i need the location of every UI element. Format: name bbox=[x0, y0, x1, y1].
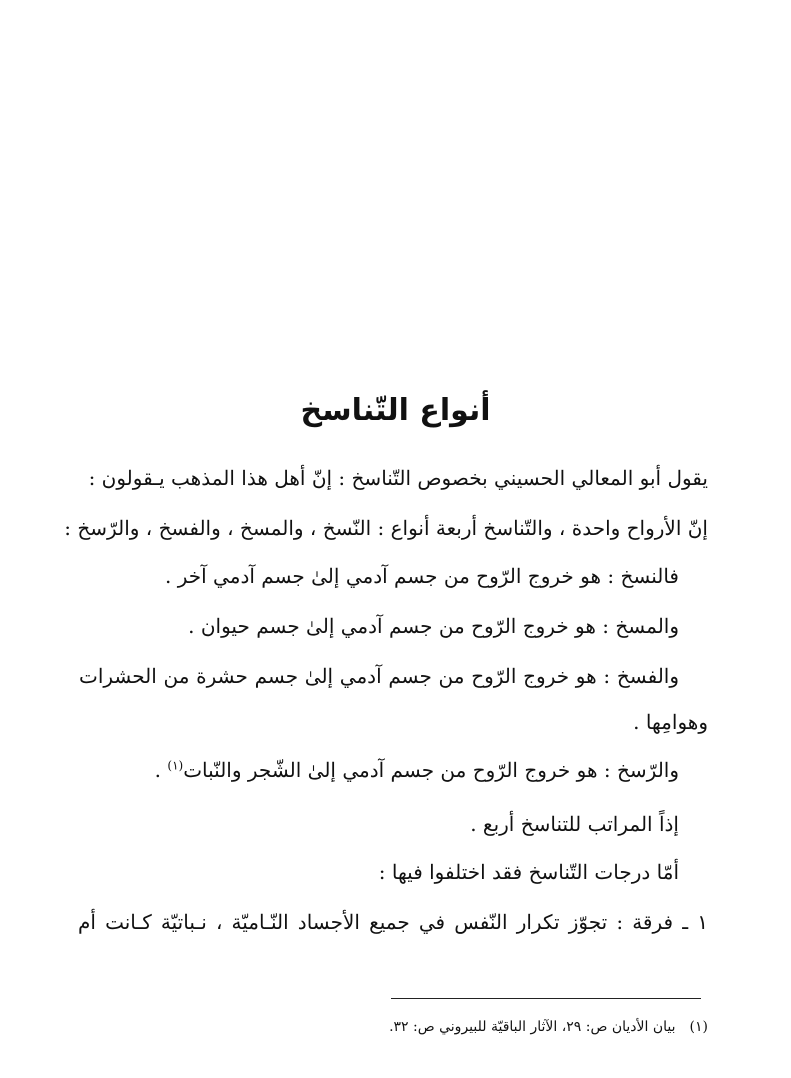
footnote-text: بيان الأديان ص: ٢٩، الآثار الباقيّة للبيروني ص: ٣٢. bbox=[389, 1019, 676, 1035]
line-7-text: والرّسخ : هو خروج الرّوح من جسم آدمي إلىٰ الشّجر والنّبات bbox=[183, 758, 679, 782]
paragraph-line-4: والمسخ : هو خروج الرّوح من جسم آدمي إلىٰ جسم حيوان . bbox=[188, 614, 679, 638]
footnote-number: (١) bbox=[689, 1019, 708, 1035]
footnote-reference: (١) bbox=[167, 758, 184, 773]
paragraph-line-3: فالنسخ : هو خروج الرّوح من جسم آدمي إلىٰ جسم آدمي آخر . bbox=[165, 564, 679, 588]
paragraph-line-5: والفسخ : هو خروج الرّوح من جسم آدمي إلىٰ جسم حشرة من الحشرات bbox=[79, 664, 679, 688]
page-title: أنواع التّناسخ bbox=[300, 393, 491, 428]
paragraph-line-7 bbox=[79, 750, 679, 790]
paragraph-line-9: أمّا درجات التّناسخ فقد اختلفوا فيها : bbox=[378, 860, 679, 884]
footnote bbox=[78, 1014, 708, 1040]
line-7-period: . bbox=[154, 758, 162, 782]
footnote-divider bbox=[391, 998, 701, 999]
paragraph-line-10: ١ ـ فرقة : تجوّز تكرار النّفس في جميع الأجساد النّـاميّة ، نـباتيّة كـانت أم bbox=[78, 910, 708, 934]
paragraph-line-2: إنّ الأرواح واحدة ، والتّناسخ أربعة أنواع : النّسخ ، والمسخ ، والفسخ ، والرّسخ : bbox=[64, 516, 708, 540]
paragraph-line-8: إذاً المراتب للتناسخ أربع . bbox=[470, 812, 679, 836]
paragraph-line-1: يقول أبو المعالي الحسيني بخصوص التّناسخ : إنّ أهل هذا المذهب يـقولون : bbox=[88, 466, 708, 490]
paragraph-line-6: وهوامِها . bbox=[633, 710, 708, 734]
